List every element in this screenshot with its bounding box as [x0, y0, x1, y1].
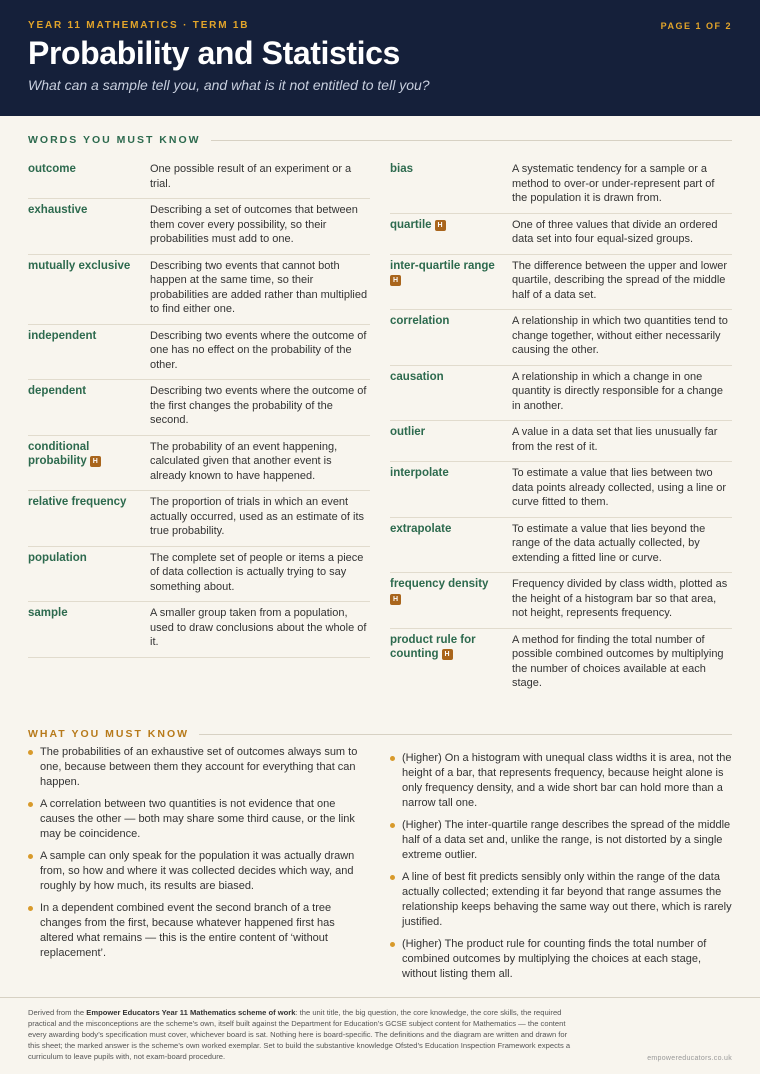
vocab-definition: To estimate a value that lies between two data points already collected, using a line or curve fitted to them.: [512, 467, 727, 508]
big-question: What can a sample tell you, and what is it not entitled to tell you?: [28, 77, 430, 93]
vocab-term-wrap: [390, 633, 512, 691]
vocab-heading-label: WORDS YOU MUST KNOW: [28, 134, 201, 146]
vocab-term: exhaustive: [28, 204, 88, 216]
vocab-definition: Describing two events where the outcome of the first changes the probability of the second.: [150, 385, 367, 426]
vocab-entry: [28, 491, 370, 547]
vocab-entry: [28, 255, 370, 325]
vocab-term: inter-quartile range: [390, 259, 495, 272]
vocab-entry: [28, 158, 370, 199]
know-section-heading: [28, 728, 732, 740]
vocab-term-wrap: [390, 259, 512, 303]
vocab-definition: A smaller group taken from a population, used to draw conclusions about the whole of it.: [150, 607, 367, 648]
vocab-definition: The proportion of trials in which an event actually occurred, used as an estimate of its true probability.: [150, 496, 364, 537]
page-footer: [0, 997, 760, 1062]
vocab-definition: The difference between the upper and lower quartile, describing the spread of the middle half of a data set.: [512, 259, 728, 301]
vocab-term: interpolate: [390, 467, 449, 479]
vocab-term: quartile: [390, 218, 432, 231]
vocab-term: bias: [390, 163, 414, 175]
vocab-entry: [390, 366, 732, 422]
vocab-definition: The probability of an event happening, calculated given that another event is already known to have happened.: [150, 440, 338, 482]
source-note: [28, 1007, 576, 1062]
page-title: Probability and Statistics: [28, 35, 400, 71]
vocab-definition: A relationship in which two quantities tend to change together, without either necessarily causing the other.: [512, 315, 728, 356]
unit-kicker: YEAR 11 MATHEMATICS · TERM 1B: [28, 20, 250, 31]
vocab-section-heading: [28, 134, 732, 146]
knowledge-point: A line of best fit predicts sensibly only within the range of the data actually collected; extending it far beyond that range assumes the relationship keeps behaving the same way out there, which is rarely justified.: [390, 870, 732, 930]
higher-tier-badge: H: [390, 275, 401, 286]
vocab-term: correlation: [390, 315, 450, 327]
vocab-definition: A method for finding the total number of possible combined outcomes by multiplying the number of choices available at each stage.: [512, 633, 724, 689]
vocab-column-left: [28, 158, 370, 698]
vocab-entry: [390, 518, 732, 574]
knowledge-point: (Higher) On a histogram with unequal class widths it is area, not the height of a bar, that represents frequency, because height alone is only frequency density, and a wide short bar can hold more than a narrow tall one.: [390, 751, 732, 811]
vocab-term-wrap: [390, 577, 512, 621]
vocab-entry: [390, 158, 732, 214]
vocab-term: frequency density: [390, 578, 489, 590]
vocab-term: causation: [390, 370, 444, 383]
knowledge-point: (Higher) The inter-quartile range describes the spread of the middle half of a data set and, unlike the range, is not distorted by a single extreme outlier.: [390, 818, 732, 863]
vocab-definition: A relationship in which a change in one quantity is directly responsible for a change in another.: [512, 370, 723, 412]
vocab-term: sample: [28, 607, 68, 619]
vocab-entry: [390, 255, 732, 311]
core-knowledge: [28, 745, 732, 989]
vocab-term: extrapolate: [390, 522, 452, 535]
site-url[interactable]: empowereducators.co.uk: [647, 1055, 732, 1062]
vocab-term-wrap: [390, 218, 512, 247]
vocab-term: product rule for counting: [390, 633, 476, 660]
vocab-definition: Frequency divided by class width, plotted as the height of a histogram bar so that area, not height, represents frequency.: [512, 578, 728, 619]
divider: [199, 734, 732, 735]
vocab-definition: The complete set of people or items a piece of data collection is actually trying to say something about.: [150, 551, 364, 593]
vocab-term: conditional probability: [28, 440, 90, 467]
vocab-entry: [390, 421, 732, 462]
vocab-term: mutually exclusive: [28, 259, 131, 272]
knowledge-point: The probabilities of an exhaustive set of outcomes always sum to one, because between them they account for everything that can happen.: [28, 745, 370, 790]
knowledge-point: In a dependent combined event the second branch of a tree changes from the first, because whatever happened first has altered what remains — this is the entire content of ‘without replacement’.: [28, 901, 370, 961]
higher-tier-badge: H: [442, 649, 453, 660]
knowledge-list-left: [28, 745, 370, 989]
source-note-prefix: Derived from the: [28, 1008, 87, 1017]
higher-tier-badge: H: [90, 456, 101, 467]
vocab-definition: A systematic tendency for a sample or a method to over-or under-represent part of the population it is drawn from.: [512, 163, 715, 204]
divider: [211, 140, 732, 141]
vocab-term-wrap: [28, 440, 150, 484]
vocab-term: relative frequency: [28, 496, 127, 508]
knowledge-point: (Higher) The product rule for counting finds the total number of combined outcomes by multiplying the choices at each stage, without listing them all.: [390, 937, 732, 982]
vocab-definition: One possible result of an experiment or a trial.: [150, 163, 352, 190]
vocab-term: independent: [28, 329, 97, 342]
vocab-entry: [390, 462, 732, 518]
vocab-term: outcome: [28, 163, 76, 175]
page-number: PAGE 1 OF 2: [660, 21, 732, 31]
vocab-definition: A value in a data set that lies unusually far from the rest of it.: [512, 426, 718, 453]
vocab-entry: [28, 325, 370, 381]
higher-tier-badge: H: [390, 594, 401, 605]
source-note-body: : the unit title, the big question, the core knowledge, the core skills, the required practical and the misconceptions are the scheme’s own, itself built against the Department for Education’s GCSE subject content for Mathematics — the content every awarding body’s specification must cover, whichever board is sat. Nothing here is board-specific. The definitions and the diagram are written and drawn for this sheet; the marked answer is the scheme’s own worked exemplar. Set to build the substantive knowledge Ofsted’s Education Inspection Framework expects a curriculum to leave pupils with, not exam-board procedure.: [28, 1008, 571, 1061]
vocab-column-right: [390, 158, 732, 698]
knowledge-list-right: [390, 745, 732, 989]
vocab-term: population: [28, 551, 87, 564]
vocab-entry: [28, 199, 370, 255]
vocab-definition: One of three values that divide an ordered data set into four equal-sized groups.: [512, 218, 718, 245]
higher-tier-badge: H: [435, 220, 446, 231]
vocab-entry: [390, 310, 732, 366]
vocab-definition: Describing two events that cannot both happen at the same time, so their probabilities are added rather than multiplied to find either one.: [150, 259, 368, 315]
knowledge-point: A correlation between two quantities is not evidence that one causes the other — both may share some third cause, or the link may be coincidence.: [28, 797, 370, 842]
vocab-entry: [390, 573, 732, 629]
vocab-term: outlier: [390, 426, 426, 438]
vocab-definition: Describing a set of outcomes that between them cover every possibility, so their probabilities must add to one.: [150, 204, 358, 245]
vocabulary-grid: [28, 158, 732, 698]
knowledge-point: A sample can only speak for the population it was actually drawn from, so how and where it was collected decides which way, and roughly by how much, its results are biased.: [28, 849, 370, 894]
vocab-entry: [28, 547, 370, 603]
vocab-entry: [28, 602, 370, 658]
page-header: [0, 0, 760, 116]
vocab-entry: [390, 629, 732, 698]
vocab-definition: Describing two events where the outcome of one has no effect on the probability of the other.: [150, 329, 367, 371]
know-heading-label: WHAT YOU MUST KNOW: [28, 728, 190, 740]
vocab-entry: [28, 436, 370, 492]
vocab-definition: To estimate a value that lies beyond the range of the data actually collected, by extending a fitted line or curve.: [512, 522, 706, 564]
vocab-term: dependent: [28, 385, 87, 397]
source-title: Empower Educators Year 11 Mathematics scheme of work: [86, 1008, 296, 1017]
vocab-entry: [28, 380, 370, 436]
vocab-entry: [390, 214, 732, 255]
